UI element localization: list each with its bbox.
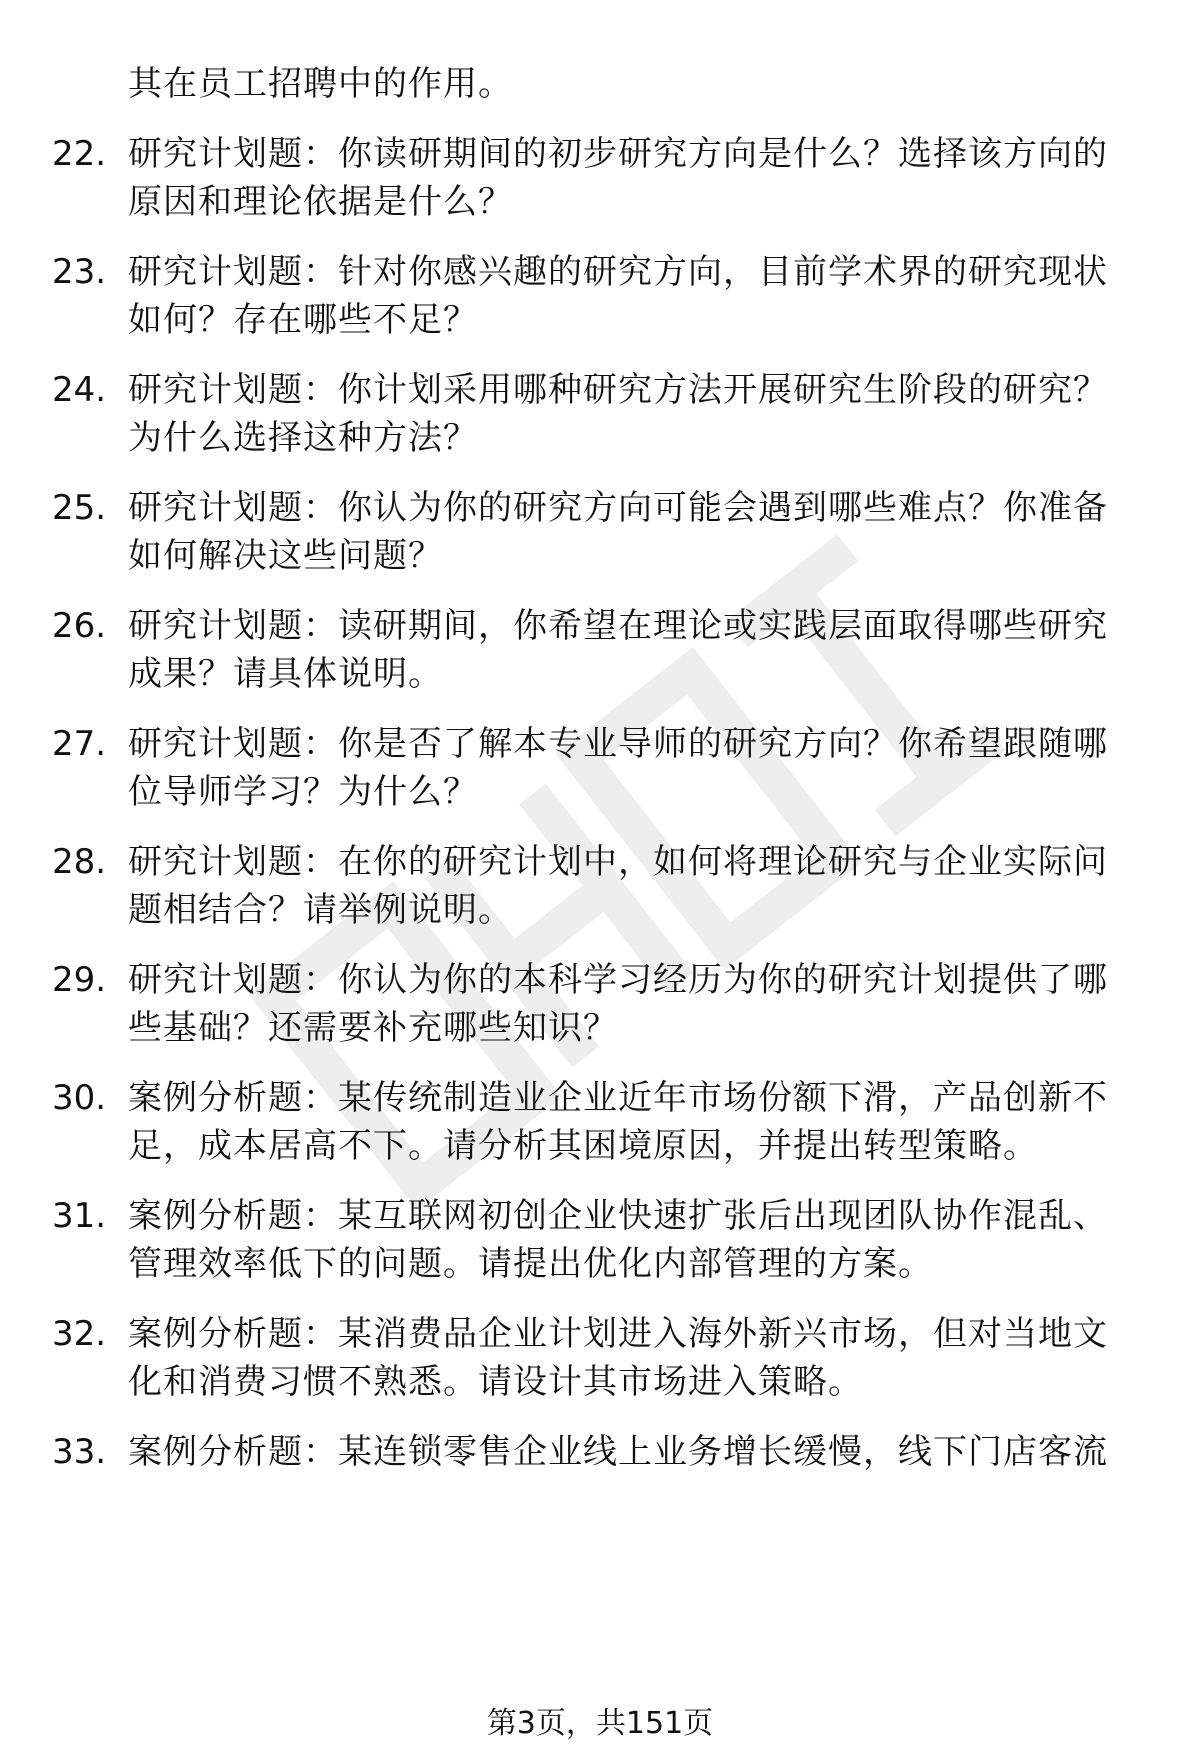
item-text-line-2: 成果？请具体说明。 [128, 654, 443, 694]
item-text-line-1: 研究计划题：在你的研究计划中，如何将理论研究与企业实际问 [128, 842, 1108, 882]
item-number: 23. [52, 252, 107, 292]
item-number: 33. [52, 1432, 107, 1472]
list-item [0, 130, 1200, 230]
list-item [0, 1074, 1200, 1174]
item-text-line-1: 研究计划题：你认为你的研究方向可能会遇到哪些难点？你准备 [128, 488, 1108, 528]
item-text-line-1: 研究计划题：读研期间，你希望在理论或实践层面取得哪些研究 [128, 606, 1108, 646]
item-number: 30. [52, 1078, 107, 1118]
item-text-line-1: 研究计划题：针对你感兴趣的研究方向，目前学术界的研究现状 [128, 252, 1108, 292]
item-text-line-1: 案例分析题：某互联网初创企业快速扩张后出现团队协作混乱、 [128, 1196, 1108, 1236]
item-text-line-2: 些基础？还需要补充哪些知识？ [128, 1008, 618, 1048]
item-text-line-2: 化和消费习惯不熟悉。请设计其市场进入策略。 [128, 1362, 863, 1402]
item-text-line-2: 原因和理论依据是什么？ [128, 182, 513, 222]
item-text-line-1: 案例分析题：某消费品企业计划进入海外新兴市场，但对当地文 [128, 1314, 1108, 1354]
list-item [0, 838, 1200, 938]
item-number: 31. [52, 1196, 107, 1236]
item-text-line-1: 研究计划题：你是否了解本专业导师的研究方向？你希望跟随哪 [128, 724, 1108, 764]
item-number: 28. [52, 842, 107, 882]
item-number: 27. [52, 724, 107, 764]
list-item [0, 720, 1200, 820]
list-item [0, 366, 1200, 466]
item-text-line-2: 为什么选择这种方法？ [128, 418, 478, 458]
item-text-line-1: 案例分析题：某传统制造业企业近年市场份额下滑，产品创新不 [128, 1078, 1108, 1118]
list-item [0, 1428, 1200, 1528]
item-text-line-2: 题相结合？请举例说明。 [128, 890, 513, 930]
item-number: 26. [52, 606, 107, 646]
page-footer: 第3页，共151页 [486, 1706, 714, 1741]
list-item [0, 956, 1200, 1056]
item-text-line-1: 研究计划题：你计划采用哪种研究方法开展研究生阶段的研究？ [128, 370, 1108, 410]
continuation-text: 其在员工招聘中的作用。 [128, 64, 513, 104]
list-item [0, 1192, 1200, 1292]
item-text-line-2: 位导师学习？为什么？ [128, 772, 478, 812]
list-item [0, 602, 1200, 702]
item-number: 22. [52, 134, 107, 174]
item-number: 25. [52, 488, 107, 528]
item-number: 29. [52, 960, 107, 1000]
item-text-line-1: 研究计划题：你认为你的本科学习经历为你的研究计划提供了哪 [128, 960, 1108, 1000]
list-item [0, 484, 1200, 584]
item-text-line-2: 如何？存在哪些不足？ [128, 300, 478, 340]
item-text-line-1: 研究计划题：你读研期间的初步研究方向是什么？选择该方向的 [128, 134, 1108, 174]
item-text-line-2: 如何解决这些问题？ [128, 536, 443, 576]
list-item [0, 248, 1200, 348]
item-number: 32. [52, 1314, 107, 1354]
item-number: 24. [52, 370, 107, 410]
list-item [0, 1310, 1200, 1410]
item-text-line-1: 案例分析题：某连锁零售企业线上业务增长缓慢，线下门店客流 [128, 1432, 1108, 1472]
item-text-line-2: 足，成本居高不下。请分析其困境原因，并提出转型策略。 [128, 1126, 1038, 1166]
item-text-line-2: 管理效率低下的问题。请提出优化内部管理的方案。 [128, 1244, 933, 1284]
